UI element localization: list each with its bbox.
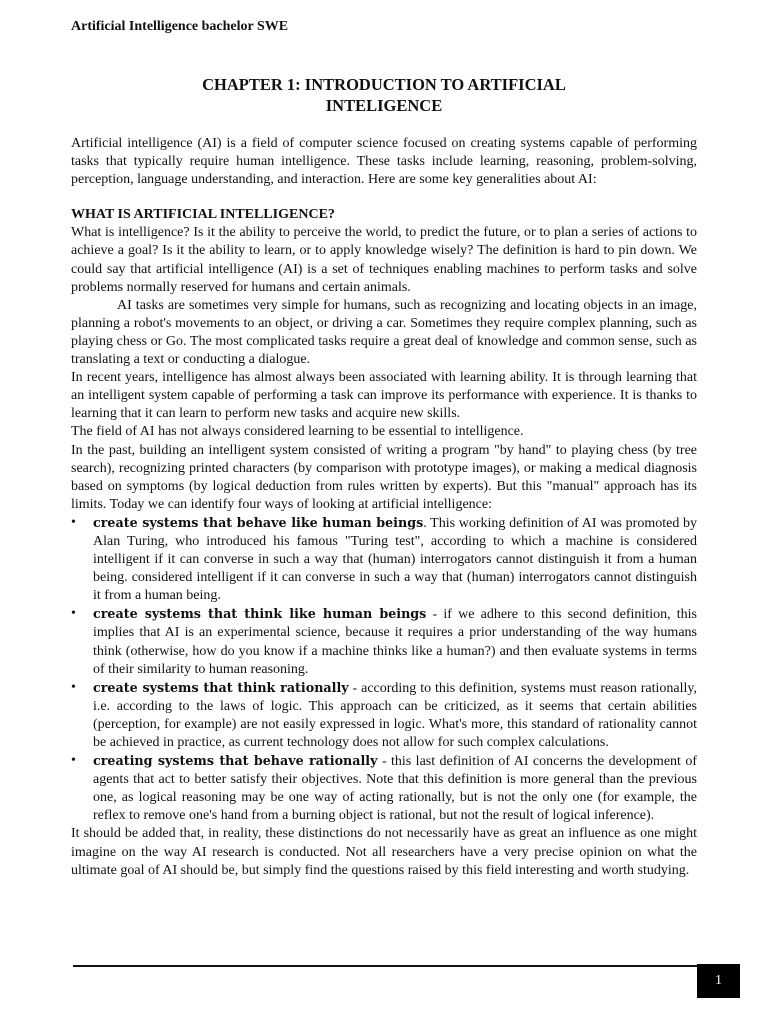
running-header: Artificial Intelligence bachelor SWE [71,19,289,34]
page-number: 1 [715,973,722,988]
paragraph-learning-essential: The field of AI has not always considered learning to be essential to intelligence. [71,424,524,440]
chapter-title [150,74,618,116]
chapter-title-line-1: CHAPTER 1: INTRODUCTION TO ARTIFICIAL [202,75,566,94]
definition-term: create systems that behave like human beings [93,514,424,530]
definition-term: create systems that think like human beings [93,606,427,622]
footer-divider [73,965,697,967]
definition-text: - this last definition of AI concerns the development of agents that act to better satisfy their objectives. Note that this definition is more general than the previous one, as logical reasoning may be one way of acting rationally, but is not the only one (for example, the reflex to remove one's hand from a burning object is rational, but not the result of logical inference). [93,754,698,824]
definition-term: create systems that think rationally [93,679,349,695]
page-number-badge [697,964,740,998]
bullet-icon: • [71,753,76,769]
paragraph-ai-tasks: AI tasks are sometimes very simple for humans, such as recognizing and locating objects in an image, planning a robot's movements to an object, or driving a car. Sometimes they require complex planning, such as playing chess or Go. The most complicated tasks require a great deal of knowledge and common sense, such as translating a text or conducting a dialogue. [71,297,697,368]
list-item [71,752,697,825]
chapter-title-line-2: INTELIGENCE [325,96,443,115]
paragraph-intelligence-definition: What is intelligence? Is it the ability to perceive the world, to predict the future, or to plan a series of actions to achieve a goal? Is it the ability to learn, or to apply knowledge wisely? The definition is hard to pin down. We could say that artificial intelligence (AI) is a set of techniques enabling machines to perform tasks and solve problems normally reserved for humans and certain animals. [71,225,697,295]
list-item [71,605,697,678]
definition-text: - according to this definition, systems must reason rationally, i.e. according to the laws of logic. This approach can be criticized, as it seems that certain abilities (perception, for example) are not easily expressed in logic. What's more, this standard of rationality cannot be achieved in practice, as current technology does not allow for such complex calculations. [93,680,697,750]
intro-paragraph: Artificial intelligence (AI) is a field of computer science focused on creating systems capable of performing tasks that typically require human intelligence. These tasks include learning, reasoning, problem-solving, perception, language understanding, and interaction. Here are some key generalities about AI: [71,136,697,188]
bullet-icon: • [71,606,76,622]
definition-text: . This working definition of AI was promoted by Alan Turing, who introduced his famous "Turing test", according to which a machine is considered intelligent if it can converse in such a way that (human) interrogators cannot distinguish it from a human being. considered intelligent if it can converse in such a way that (human) interrogators cannot distinguish it from a human being. [93,515,697,604]
definition-term: creating systems that behave rationally [93,753,378,769]
document-body [71,135,697,880]
list-item [71,679,697,752]
list-item [71,514,697,605]
paragraph-past-approaches: In the past, building an intelligent system consisted of writing a program "by hand" to playing chess (by tree search), recognizing printed characters (by comparison with prototype images), or making a medical diagnosis based on symptoms (by logical deduction from rules written by experts). But this "manual" approach has its limits. Today we can identify four ways of looking at artificial intelligence: [71,442,697,512]
definitions-list [71,514,697,826]
closing-paragraph: It should be added that, in reality, these distinctions do not necessarily have as great an influence as one might imagine on the way AI research is conducted. Not all researchers have a very precise opinion on what the ultimate goal of AI should be, but simply find the questions raised by this field interesting and worth studying. [71,826,697,878]
section-heading: WHAT IS ARTIFICIAL INTELLIGENCE? [71,207,335,223]
bullet-icon: • [71,514,76,530]
definition-text: - if we adhere to this second definition, this implies that AI is an experimental science, because it requires a prior understanding of the way humans think (otherwise, how do you know if a machine thinks like a human?) and then evaluate systems in terms of their similarity to human reasoning. [93,607,697,677]
bullet-icon: • [71,679,76,695]
paragraph-learning-ability: In recent years, intelligence has almost always been associated with learning ability. It is through learning that an intelligent system capable of performing a task can improve its performance with experience. It is thanks to learning that it can learn to perform new tasks and acquire new skills. [71,370,697,422]
